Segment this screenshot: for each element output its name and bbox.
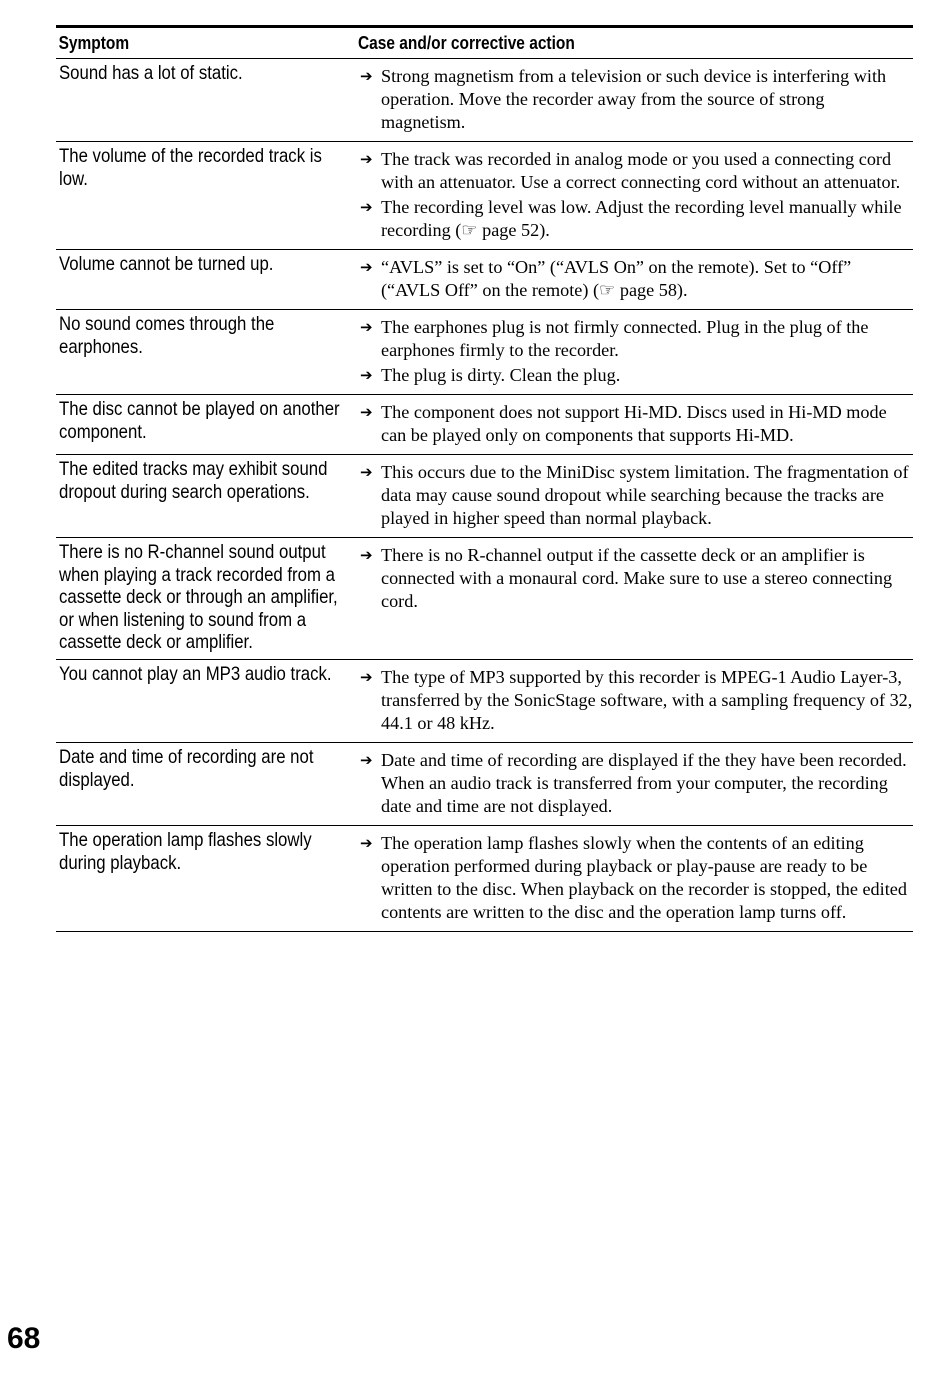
symptom-cell bbox=[56, 313, 358, 389]
symptom-text: Volume cannot be turned up. bbox=[59, 253, 274, 275]
table-row bbox=[56, 59, 913, 142]
symptom-text: There is no R-channel sound output when playing a track recorded from a cassette deck or through an amplifier, or when listening to sound from a cassette deck or amplifier. bbox=[59, 541, 338, 654]
symptom-cell bbox=[56, 253, 358, 304]
action-cell bbox=[358, 541, 913, 654]
action-cell bbox=[358, 313, 913, 389]
action-cell bbox=[358, 145, 913, 244]
table-row bbox=[56, 660, 913, 743]
table-row bbox=[56, 743, 913, 826]
corrective-action bbox=[358, 666, 913, 735]
corrective-action bbox=[358, 256, 913, 302]
corrective-action bbox=[358, 65, 913, 134]
action-text: “AVLS” is set to “On” (“AVLS On” on the remote). Set to “Off” (“AVLS Off” on the remote) (☞ page 58). bbox=[381, 257, 852, 300]
symptom-text: No sound comes through the earphones. bbox=[59, 313, 275, 358]
action-text: The earphones plug is not firmly connected. Plug in the plug of the earphones firmly to the recorder. bbox=[381, 317, 869, 360]
symptom-cell bbox=[56, 145, 358, 244]
symptom-cell bbox=[56, 458, 358, 532]
symptom-cell bbox=[56, 398, 358, 449]
symptom-text: The disc cannot be played on another component. bbox=[59, 398, 340, 443]
symptom-column-header: Symptom bbox=[58, 32, 130, 53]
corrective-action bbox=[358, 832, 913, 924]
table-header bbox=[56, 28, 913, 59]
corrective-action bbox=[358, 401, 913, 447]
symptom-cell bbox=[56, 663, 358, 737]
table-row bbox=[56, 310, 913, 395]
action-cell bbox=[358, 829, 913, 926]
arrow-right-icon: ➔ bbox=[360, 403, 373, 421]
symptom-text: Sound has a lot of static. bbox=[59, 62, 243, 84]
corrective-action bbox=[358, 316, 913, 362]
symptom-text: The edited tracks may exhibit sound dropout during search operations. bbox=[59, 458, 328, 503]
arrow-right-icon: ➔ bbox=[360, 198, 373, 216]
action-cell bbox=[358, 398, 913, 449]
arrow-right-icon: ➔ bbox=[360, 833, 373, 852]
table-body bbox=[56, 59, 913, 932]
table-row bbox=[56, 455, 913, 538]
action-column-header: Case and/or corrective action bbox=[358, 32, 575, 53]
arrow-right-icon: ➔ bbox=[360, 258, 373, 276]
corrective-action bbox=[358, 749, 913, 818]
action-text: The component does not support Hi-MD. Discs used in Hi-MD mode can be played only on components that supports Hi-MD. bbox=[381, 402, 887, 445]
corrective-action bbox=[358, 364, 913, 387]
arrow-right-icon: ➔ bbox=[360, 463, 373, 481]
arrow-right-icon: ➔ bbox=[360, 150, 373, 168]
action-text: This occurs due to the MiniDisc system limitation. The fragmentation of data may cause sound dropout while searching because the tracks are played in higher speed than normal playback. bbox=[381, 462, 909, 528]
corrective-action bbox=[358, 196, 913, 242]
table-row bbox=[56, 250, 913, 310]
corrective-action bbox=[358, 461, 913, 530]
action-text: Strong magnetism from a television or such device is interfering with operation. Move the recorder away from the source of strong magnetism. bbox=[381, 66, 887, 132]
action-cell bbox=[358, 62, 913, 136]
troubleshooting-table bbox=[56, 25, 913, 932]
arrow-right-icon: ➔ bbox=[360, 667, 373, 686]
arrow-right-icon: ➔ bbox=[360, 546, 373, 564]
action-text: There is no R-channel output if the cassette deck or an amplifier is connected with a monaural cord. Make sure to use a stereo connecting cord. bbox=[381, 545, 893, 611]
symptom-text: The operation lamp flashes slowly during playback. bbox=[59, 828, 312, 874]
action-cell bbox=[358, 746, 913, 820]
arrow-right-icon: ➔ bbox=[360, 366, 373, 384]
table-row bbox=[56, 395, 913, 455]
arrow-right-icon: ➔ bbox=[360, 67, 373, 85]
action-text: The plug is dirty. Clean the plug. bbox=[381, 365, 621, 385]
arrow-right-icon: ➔ bbox=[360, 318, 373, 336]
page-number: 68 bbox=[7, 1322, 41, 1355]
table-row bbox=[56, 142, 913, 250]
action-text: The operation lamp flashes slowly when the contents of an editing operation performed during playback or play-pause are ready to be written to the disc. When playback on the recorder is stopped, the edited contents are written to the disc and the operation lamp turns off. bbox=[381, 832, 907, 922]
symptom-cell bbox=[56, 62, 358, 136]
symptom-text: You cannot play an MP3 audio track. bbox=[59, 662, 332, 685]
symptom-text: The volume of the recorded track is low. bbox=[59, 145, 322, 190]
action-cell bbox=[358, 458, 913, 532]
table-row bbox=[56, 826, 913, 932]
symptom-cell bbox=[56, 746, 358, 820]
action-cell bbox=[358, 253, 913, 304]
symptom-cell bbox=[56, 829, 358, 926]
symptom-text: Date and time of recording are not displayed. bbox=[59, 745, 314, 791]
corrective-action bbox=[358, 148, 913, 194]
action-cell bbox=[358, 663, 913, 737]
corrective-action bbox=[358, 544, 913, 613]
symptom-cell bbox=[56, 541, 358, 654]
action-text: The track was recorded in analog mode or you used a connecting cord with an attenuator. Use a correct connecting cord without an attenuator. bbox=[381, 149, 901, 192]
action-text: The type of MP3 supported by this recorder is MPEG-1 Audio Layer-3, transferred by the SonicStage software, with a sampling frequency of 32, 44.1 or 48 kHz. bbox=[381, 666, 913, 733]
arrow-right-icon: ➔ bbox=[360, 750, 373, 769]
action-text: The recording level was low. Adjust the recording level manually while recording (☞ page 52). bbox=[381, 197, 902, 240]
action-text: Date and time of recording are displayed if the they have been recorded. When an audio track is transferred from your computer, the recording date and time are not displayed. bbox=[381, 749, 907, 816]
table-row bbox=[56, 538, 913, 660]
